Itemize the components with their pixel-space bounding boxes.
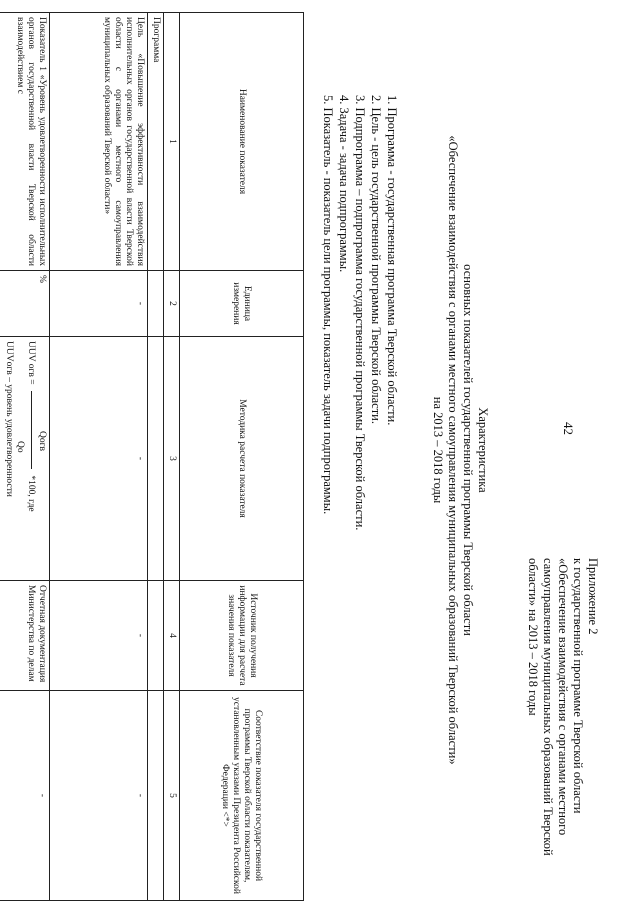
heading-title: Характеристика: [476, 407, 490, 493]
appendix-line: самоуправления муниципальных образований Тверской: [541, 558, 555, 856]
formula-numerator: Qогв: [37, 431, 47, 451]
header-unit: Единица измерения: [180, 271, 304, 337]
indicator-source: Отчетная документация Министерства по делам: [0, 581, 50, 691]
formula-denominator: Qо: [15, 441, 25, 453]
program-label: Программа: [148, 13, 164, 271]
goal-method: -: [50, 337, 148, 581]
fraction-bar: [31, 391, 32, 469]
table-number-row: [164, 13, 180, 901]
goal-unit: -: [50, 271, 148, 337]
legend-list: [320, 95, 400, 530]
table-row-program: [148, 13, 164, 901]
document-heading: [430, 30, 490, 870]
legend-item: 5. Показатель - показатель цели программы, показатель задачи подпрограммы.: [321, 95, 335, 515]
header-match: Соответствие показателя государственной программы Тверской области показателям, установленным указами Президента Российской Федерации <*>: [180, 691, 304, 901]
appendix-line: «Обеспечение взаимодействия с органами местного: [556, 558, 570, 836]
legend-item: 1. Программа - государственная программа Тверской области.: [385, 95, 399, 426]
formula-lhs: UUV огв =: [26, 341, 36, 385]
formula-description: UUVогв – уровень удовлетворенности: [4, 341, 14, 497]
page-number: 42: [561, 422, 576, 435]
header-source: Источник получения информации для расчета значения показателя: [180, 581, 304, 691]
column-number: 1: [164, 13, 180, 271]
appendix-line: области» на 2013 – 2018 годы: [526, 558, 540, 716]
goal-name: Цель «Повышение эффективности взаимодействия исполнительных органов государственной власти Тверской области с органами местного самоуправления муниципальных образований Тверской области»: [50, 13, 148, 271]
goal-source: -: [50, 581, 148, 691]
heading-line: основных показателей государственной программы Тверской области: [461, 264, 475, 636]
legend-item: 3. Подпрограмма – подпрограмма государственной программы Тверской области.: [353, 95, 367, 531]
table-row-indicator: [0, 13, 50, 901]
header-name: Наименование показателя: [180, 13, 304, 271]
table-header-row: [180, 13, 304, 901]
column-number: 5: [164, 691, 180, 901]
indicator-method: [0, 337, 50, 581]
indicators-table: [0, 12, 304, 901]
indicator-unit: %: [0, 271, 50, 337]
appendix-title: Приложение 2: [586, 558, 600, 635]
column-number: 2: [164, 271, 180, 337]
heading-line: «Обеспечение взаимодействия с органами местного самоуправления муниципальных образований Тверской области»: [446, 135, 460, 765]
formula-tail: *100, где: [26, 475, 36, 512]
column-number: 3: [164, 337, 180, 581]
table-row-goal: [50, 13, 148, 901]
column-number: 4: [164, 581, 180, 691]
appendix-block: [525, 558, 600, 893]
indicator-match: -: [0, 691, 50, 901]
heading-line: на 2013 – 2018 годы: [431, 396, 445, 504]
indicator-name: Показатель 1 «Уровень удовлетворенности исполнительных органов государственной власти Тверской области взаимодействием с: [0, 13, 50, 271]
legend-item: 4. Задача - задача подпрограммы.: [337, 95, 351, 273]
legend-item: 2. Цель - цель государственной программы Тверской области.: [369, 95, 383, 424]
appendix-line: к государственной программе Тверской области: [571, 558, 585, 814]
header-method: Методика расчета показателя: [180, 337, 304, 581]
goal-match: -: [50, 691, 148, 901]
